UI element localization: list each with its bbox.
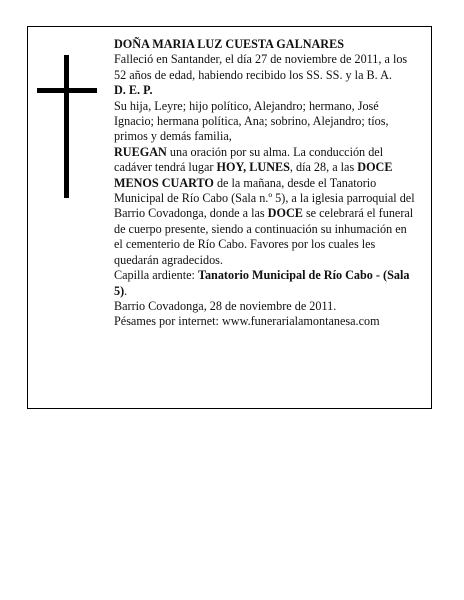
cross-vertical-bar	[64, 55, 69, 198]
cross-horizontal-bar	[37, 88, 97, 93]
deceased-name: DOÑA MARIA LUZ CUESTA GALNARES	[114, 37, 345, 51]
request-text-2: , día 28, a las	[289, 160, 358, 175]
chapel-info	[114, 268, 418, 299]
rip-abbreviation: D. E. P.	[114, 83, 153, 98]
ruegan-text: RUEGAN	[114, 144, 167, 159]
notice-text	[114, 37, 418, 330]
day-text: HOY, LUNES	[216, 160, 290, 175]
chapel-label: Capilla ardiente:	[114, 268, 198, 283]
place-date: Barrio Covadonga, 28 de noviembre de 2011.	[114, 298, 337, 313]
procession-time: DOCE MENOS CUARTO	[114, 160, 393, 190]
death-announcement: Falleció en Santander, el día 27 de noviembre de 2011, a los 52 años de edad, habiendo recibido los SS. SS. y la B. A.	[114, 52, 408, 82]
condolences-line: Pésames por internet: www.funerarialamontanesa.com	[114, 314, 380, 329]
service-request	[114, 145, 418, 268]
request-text-4: se celebrará el funeral de cuerpo presente, siendo a continuación su inhumación en el cementerio de Río Cabo. Favores por los cuales les quedarán agradecidos.	[114, 206, 414, 267]
funeral-time: DOCE	[267, 206, 303, 221]
chapel-place: Tanatorio Municipal de Río Cabo - (Sala 5)	[114, 268, 410, 298]
family-list: Su hija, Leyre; hijo político, Alejandro; hermano, José Ignacio; hermana política, Ana; sobrino, Alejandro; tíos, primos y demás familia,	[114, 98, 389, 144]
request-text-1: una oración por su alma. La conducción del cadáver tendrá lugar	[114, 144, 384, 175]
request-text-3: de la mañana, desde el Tanatorio Municipal de Río Cabo (Sala n.º 5), a la iglesia parroquial del Barrio Covadonga, donde a las	[114, 175, 415, 221]
chapel-end: .	[124, 283, 128, 298]
cross-icon	[37, 55, 97, 198]
